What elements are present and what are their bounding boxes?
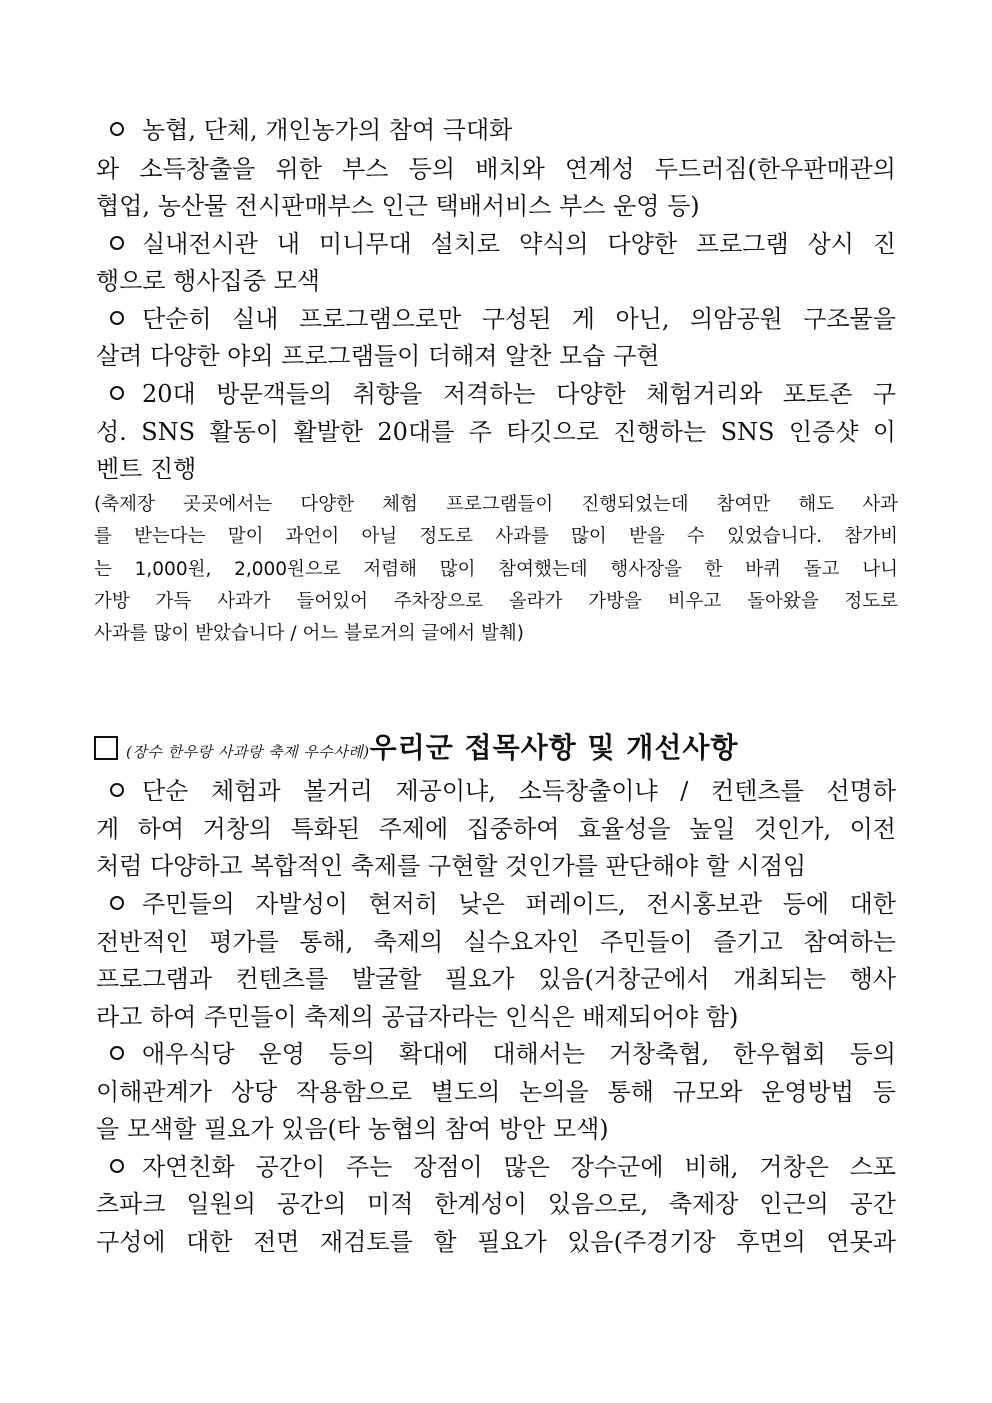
text-line: 처럼 다양하고 복합적인 축제를 구현할 것인가를 판단해야 할 시점임 bbox=[96, 852, 807, 880]
quote-line: 는 1,000원, 2,000원으로 저렴해 많이 참여했는데 행사장을 한 바퀴 돌고 나니 bbox=[94, 559, 898, 580]
bullet-line: 20대 방문객들의 취향을 저격하는 다양한 체험거리와 포토존 구 bbox=[96, 376, 896, 412]
bullet-line: 자연친화 공간이 주는 장점이 많은 장수군에 비해, 거창은 스포 bbox=[96, 1149, 896, 1185]
checkbox-square-icon bbox=[94, 736, 118, 760]
circle-bullet-icon bbox=[110, 122, 124, 136]
quote-line: 를 받는다는 말이 과언이 아닐 정도로 사과를 많이 받을 수 있었습니다. 참가비 bbox=[94, 526, 898, 547]
text-line: 협업, 농산물 전시판매부스 인근 택배서비스 부스 운영 등) bbox=[96, 192, 700, 220]
section-heading bbox=[94, 726, 738, 770]
heading-prefix: (장수 한우랑 사과랑 축제 우수사례) bbox=[126, 743, 370, 761]
text-line: 성. SNS 활동이 활발한 20대를 주 타깃으로 진행하는 SNS 인증샷 이 bbox=[96, 418, 896, 446]
bullet-line: 단순히 실내 프로그램으로만 구성된 게 아닌, 의암공원 구조물을 bbox=[96, 301, 896, 337]
quote-line: 가방 가득 사과가 들어있어 주차장으로 올라가 가방을 비우고 돌아왔을 정도로 bbox=[94, 591, 898, 612]
circle-bullet-icon bbox=[110, 386, 124, 400]
text-line: 이해관계가 상당 작용함으로 별도의 논의을 통해 규모와 운영방법 등 bbox=[96, 1078, 896, 1106]
circle-bullet-icon bbox=[110, 1046, 124, 1060]
text-line: 츠파크 일원의 공간의 미적 한계성이 있음으로, 축제장 인근의 공간 bbox=[96, 1190, 896, 1218]
text-line: 게 하여 거창의 특화된 주제에 집중하여 효율성을 높일 것인가, 이전 bbox=[96, 815, 896, 843]
bullet-line: 애우식당 운영 등의 확대에 대해서는 거창축협, 한우협회 등의 bbox=[96, 1036, 896, 1072]
text-line: 살려 다양한 야외 프로그램들이 더해져 알찬 모습 구현 bbox=[96, 342, 660, 370]
text-line: 전반적인 평가를 통해, 축제의 실수요자인 주민들이 즐기고 참여하는 bbox=[96, 928, 896, 956]
circle-bullet-icon bbox=[110, 236, 124, 250]
circle-bullet-icon bbox=[110, 783, 124, 797]
text-line: 행으로 행사집중 모색 bbox=[96, 267, 320, 295]
circle-bullet-icon bbox=[110, 311, 124, 325]
text-line: 구성에 대한 전면 재검토를 할 필요가 있음(주경기장 후면의 연못과 bbox=[96, 1228, 896, 1256]
heading-title: 우리군 접목사항 및 개선사항 bbox=[369, 731, 739, 764]
bullet-line: 단순 체험과 볼거리 제공이냐, 소득창출이냐 / 컨텐츠를 선명하 bbox=[96, 773, 896, 809]
bullet-line: 농협, 단체, 개인농가의 참여 극대화 bbox=[96, 112, 896, 148]
circle-bullet-icon bbox=[110, 896, 124, 910]
text-line: 프로그램과 컨텐츠를 발굴할 필요가 있음(거창군에서 개최되는 행사 bbox=[96, 965, 896, 993]
text-line: 라고 하여 주민들이 축제의 공급자라는 인식은 배제되어야 함) bbox=[96, 1003, 739, 1031]
quote-line: 사과를 많이 받았습니다 / 어느 블로거의 글에서 발췌) bbox=[94, 623, 524, 644]
bullet-line: 주민들의 자발성이 현저히 낮은 퍼레이드, 전시홍보관 등에 대한 bbox=[96, 886, 896, 922]
text-line: 벤트 진행 bbox=[96, 455, 197, 483]
text-line: 와 소득창출을 위한 부스 등의 배치와 연계성 두드러짐(한우판매관의 bbox=[96, 155, 896, 183]
circle-bullet-icon bbox=[110, 1159, 124, 1173]
bullet-line: 실내전시관 내 미니무대 설치로 약식의 다양한 프로그램 상시 진 bbox=[96, 226, 896, 262]
quote-line: (축제장 곳곳에서는 다양한 체험 프로그램들이 진행되었는데 참여만 해도 사과 bbox=[94, 494, 898, 515]
text-line: 을 모색할 필요가 있음(타 농협의 참여 방안 모색) bbox=[96, 1115, 609, 1143]
